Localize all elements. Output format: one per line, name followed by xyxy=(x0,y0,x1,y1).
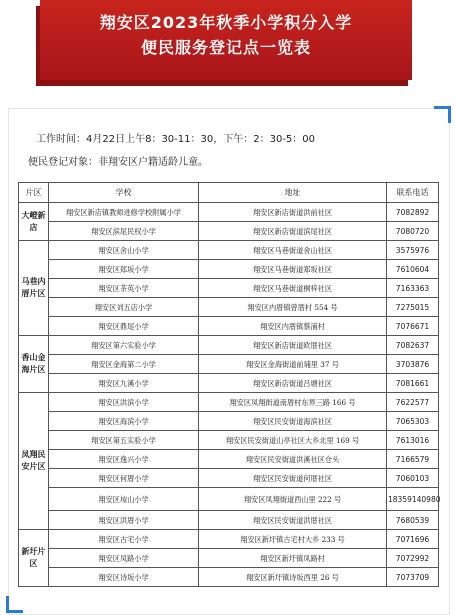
header-school: 学校 xyxy=(49,183,199,203)
phone-cell: 7622577 xyxy=(387,393,439,412)
phone-cell: 7163363 xyxy=(387,279,439,298)
school-cell: 翔安区茶英小学 xyxy=(49,279,199,298)
phone-cell: 7082892 xyxy=(387,203,439,222)
school-cell: 翔安区逸兴小学 xyxy=(49,450,199,469)
table-row xyxy=(19,260,439,279)
corner-bracket-bottom-left xyxy=(6,596,23,613)
table-row xyxy=(19,488,439,511)
phone-cell: 7071696 xyxy=(387,530,439,549)
header-phone: 联系电话 xyxy=(387,183,439,203)
address-cell: 翔安区新圩镇古宅村大乡 233 号 xyxy=(199,530,387,549)
table-row xyxy=(19,374,439,393)
table-row xyxy=(19,355,439,374)
table-row xyxy=(19,511,439,530)
school-cell: 翔安区金海第二小学 xyxy=(49,355,199,374)
school-cell: 翔安区新店镇教师进修学校附属小学 xyxy=(49,203,199,222)
address-cell: 翔安区民安街道山亭社区大乡北里 169 号 xyxy=(199,431,387,450)
address-cell: 翔安区民安街道洪溪社区仓头 xyxy=(199,450,387,469)
table-row xyxy=(19,203,439,222)
address-cell: 翔安区新店街道吕塘社区 xyxy=(199,374,387,393)
table-row xyxy=(19,336,439,355)
address-cell: 翔安区新店街道欧厝社区 xyxy=(199,336,387,355)
address-cell: 翔安区民安街道洪厝社区 xyxy=(199,511,387,530)
corner-bracket-top-right xyxy=(434,106,451,123)
registration-table xyxy=(18,182,439,587)
address-cell: 翔安区民安街道何厝社区 xyxy=(199,469,387,488)
table-row xyxy=(19,298,439,317)
phone-cell: 7275015 xyxy=(387,298,439,317)
address-cell: 翔安区马巷街道郑坂社区 xyxy=(199,260,387,279)
school-cell: 翔安区垵山小学 xyxy=(49,488,199,511)
table-row xyxy=(19,393,439,412)
phone-cell: 7076671 xyxy=(387,317,439,336)
school-cell: 翔安区诗坂小学 xyxy=(49,568,199,587)
address-cell: 翔安区新圩镇诗坂西里 26 号 xyxy=(199,568,387,587)
phone-cell: 3703876 xyxy=(387,355,439,374)
school-cell: 翔安区洪滨小学 xyxy=(49,393,199,412)
table-row xyxy=(19,549,439,568)
school-cell: 翔安区滨尾民权小学 xyxy=(49,222,199,241)
address-cell: 翔安区民安街道海滨社区 xyxy=(199,412,387,431)
address-cell: 翔安区马巷街道舍山社区 xyxy=(199,241,387,260)
table-row xyxy=(19,450,439,469)
phone-cell: 7065303 xyxy=(387,412,439,431)
table-body xyxy=(19,203,439,587)
area-cell: 香山金海片区 xyxy=(19,336,49,393)
school-cell: 翔安区凤路小学 xyxy=(49,549,199,568)
table-row xyxy=(19,317,439,336)
phone-cell: 7060103 xyxy=(387,469,439,488)
phone-cell: 7082637 xyxy=(387,336,439,355)
school-cell: 翔安区鼎尾小学 xyxy=(49,317,199,336)
address-cell: 翔安区凤翔街道西山里 222 号 xyxy=(199,488,387,511)
phone-cell: 7613016 xyxy=(387,431,439,450)
phone-cell: 7610604 xyxy=(387,260,439,279)
table-row xyxy=(19,241,439,260)
school-cell: 翔安区九溪小学 xyxy=(49,374,199,393)
school-cell: 翔安区古宅小学 xyxy=(49,530,199,549)
phone-cell: 7080720 xyxy=(387,222,439,241)
title-banner xyxy=(40,0,412,80)
area-cell: 凤翔民安片区 xyxy=(19,393,49,530)
address-cell: 翔安区内厝镇曾厝村 554 号 xyxy=(199,298,387,317)
phone-cell: 7081661 xyxy=(387,374,439,393)
table-row xyxy=(19,568,439,587)
phone-cell: 7166579 xyxy=(387,450,439,469)
school-cell: 翔安区郑坂小学 xyxy=(49,260,199,279)
title-line-1: 翔安区2023年秋季小学积分入学 xyxy=(99,13,353,32)
phone-cell: 7073709 xyxy=(387,568,439,587)
address-cell: 翔安区新圩镇凤路村 xyxy=(199,549,387,568)
area-cell: 大嶝新店 xyxy=(19,203,49,241)
work-time-text: 工作时间：4月22日上午8：30-11：30，下午：2：30-5：00 xyxy=(36,134,316,145)
address-cell: 翔安区凤翔街道南厝村东界三路 166 号 xyxy=(199,393,387,412)
table-row xyxy=(19,431,439,450)
area-cell: 马巷内厝片区 xyxy=(19,241,49,336)
phone-cell: 18359140980 xyxy=(387,488,439,511)
area-cell: 新圩片区 xyxy=(19,530,49,587)
table-row xyxy=(19,469,439,488)
title-line-2: 便民服务登记点一览表 xyxy=(140,38,311,57)
target-text: 便民登记对象：非翔安区户籍适龄儿童。 xyxy=(28,157,208,168)
address-cell: 翔安区新店街道洪前社区 xyxy=(199,203,387,222)
address-cell: 翔安区马巷街道桐梓社区 xyxy=(199,279,387,298)
table-header-row xyxy=(19,183,439,203)
school-cell: 翔安区刘五店小学 xyxy=(49,298,199,317)
phone-cell: 7680539 xyxy=(387,511,439,530)
phone-cell: 7072992 xyxy=(387,549,439,568)
phone-cell: 3575976 xyxy=(387,241,439,260)
school-cell: 翔安区何厝小学 xyxy=(49,469,199,488)
address-cell: 翔安区新店街道滨尾社区 xyxy=(199,222,387,241)
school-cell: 翔安区第五实验小学 xyxy=(49,431,199,450)
table-row xyxy=(19,530,439,549)
school-cell: 翔安区海滨小学 xyxy=(49,412,199,431)
header-area: 片区 xyxy=(19,183,49,203)
school-cell: 翔安区第六实验小学 xyxy=(49,336,199,355)
address-cell: 翔安区金海街道前埔里 37 号 xyxy=(199,355,387,374)
address-cell: 翔安区内厝镇蔡浦村 xyxy=(199,317,387,336)
school-cell: 翔安区舍山小学 xyxy=(49,241,199,260)
header-address: 地址 xyxy=(199,183,387,203)
table-row xyxy=(19,412,439,431)
table-row xyxy=(19,279,439,298)
table-row xyxy=(19,222,439,241)
school-cell: 翔安区洪厝小学 xyxy=(49,511,199,530)
